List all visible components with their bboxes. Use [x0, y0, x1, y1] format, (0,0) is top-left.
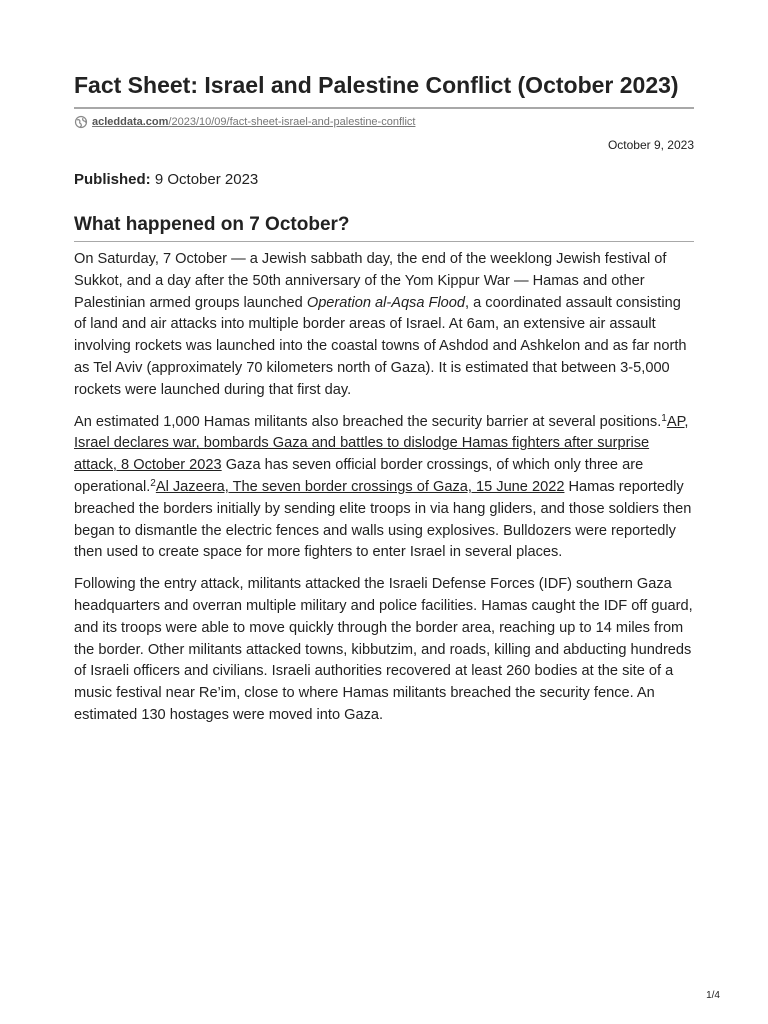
- source-line: [74, 114, 415, 130]
- source-link[interactable]: [92, 116, 415, 128]
- section-divider: [74, 241, 694, 242]
- footnote-marker-2[interactable]: 2: [150, 477, 156, 489]
- paragraph-1: [74, 249, 694, 402]
- page-number: 1/4: [706, 990, 720, 1001]
- source-path: /2023/10/09/fact-sheet-israel-and-palestine-conflict: [168, 116, 416, 128]
- globe-icon: [74, 115, 88, 129]
- article-date: October 9, 2023: [607, 138, 694, 152]
- footnote-reference-2[interactable]: Al Jazeera, The seven border crossings of Gaza, 15 June 2022: [155, 478, 565, 495]
- published-value: 9 October 2023: [154, 171, 259, 188]
- paragraph-2-text-a: An estimated 1,000 Hamas militants also breached the security barrier at several positions.: [74, 413, 662, 430]
- paragraph-2-text-c: Hamas reportedly breached the borders initially by sending elite troops in via hang gliders, and those soldiers then began to dismantle the electric fences and walls using explosives. Bulldozers were reportedly then used to create space for more fighters to enter Israel in several places.: [74, 478, 692, 561]
- published-label: Published:: [74, 171, 151, 188]
- section-heading: What happened on 7 October?: [74, 214, 350, 235]
- title-divider: [74, 107, 694, 109]
- paragraph-2: [74, 412, 694, 565]
- paragraph-2-text-b: Gaza has seven official border crossings, of which only three are operational.: [74, 457, 644, 495]
- source-domain: acleddata.com: [92, 116, 169, 128]
- paragraph-1-text-a: On Saturday, 7 October — a Jewish sabbath day, the end of the weeklong Jewish festival of Sukkot, and a day after the 50th anniversary of the Yom Kippur War — Hamas and other Palestinian armed groups launched: [74, 251, 667, 311]
- footnote-reference-1[interactable]: AP, Israel declares war, bombards Gaza and battles to dislodge Hamas fighters after surprise attack, 8 October 2023: [74, 413, 689, 474]
- footnote-marker-1[interactable]: 1: [661, 412, 667, 424]
- page-title: Fact Sheet: Israel and Palestine Conflict (October 2023): [74, 72, 679, 98]
- paragraph-1-text-b: , a coordinated assault consisting of land and air attacks into multiple border areas of Israel. At 6am, an extensive air assault involving rockets was launched into the coastal towns of Ashdod and Ashkelon and as far north as Tel Aviv (approximately 70 kilometers north of Gaza). It is estimated that between 3-5,000 rockets were launched during that first day.: [74, 294, 687, 398]
- published-line: [74, 170, 258, 190]
- paragraph-3: Following the entry attack, militants attacked the Israeli Defense Forces (IDF) southern Gaza headquarters and overran multiple military and police facilities. Hamas caught the IDF off guard, and its troops were able to move quickly through the border area, reaching up to 14 miles from the border. Other militants attacked towns, kibbutzim, and roads, killing and abducting hundreds of Israeli officers and civilians. Israeli authorities recovered at least 260 bodies at the site of a music festival near Re’im, close to where Hamas militants breached the security fence. An estimated 130 hostages were moved into Gaza.: [74, 576, 693, 723]
- operation-name: Operation al-Aqsa Flood: [306, 294, 466, 311]
- article-body: [74, 249, 694, 737]
